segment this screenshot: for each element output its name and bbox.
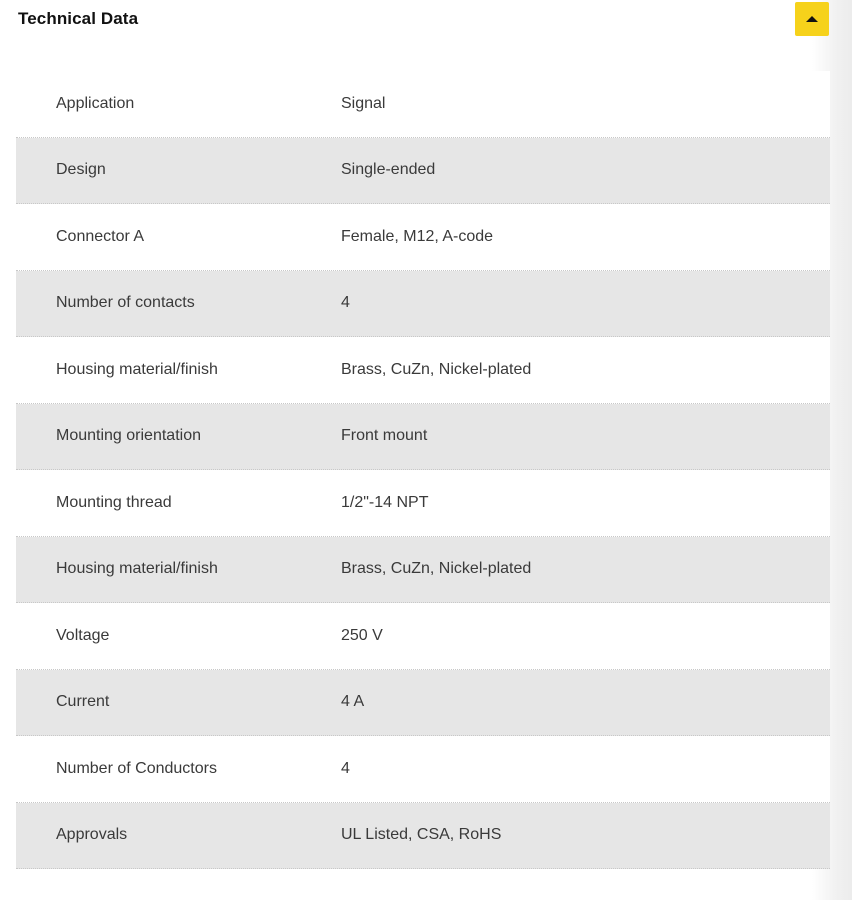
row-label: Connector A — [56, 227, 145, 245]
row-label: Design — [56, 161, 106, 179]
row-label: Housing material/finish — [56, 560, 218, 578]
row-label: Mounting thread — [56, 493, 172, 511]
row-label: Application — [56, 94, 135, 112]
section-title: Technical Data — [18, 9, 139, 28]
table-row — [16, 736, 830, 803]
row-value: Brass, CuZn, Nickel-plated — [341, 360, 532, 378]
row-value: Female, M12, A-code — [341, 227, 494, 245]
row-label: Current — [56, 693, 110, 711]
table-row — [16, 71, 830, 138]
table-row — [16, 404, 830, 471]
row-label: Number of contacts — [56, 294, 195, 312]
row-label: Number of Conductors — [56, 759, 217, 777]
collapse-toggle-button[interactable] — [795, 2, 829, 36]
row-value: Single-ended — [341, 161, 436, 179]
table-row — [16, 138, 830, 205]
row-value: 1/2"-14 NPT — [341, 493, 429, 511]
table-row — [16, 470, 830, 537]
table-row — [16, 337, 830, 404]
row-value: Signal — [341, 94, 386, 112]
row-label: Mounting orientation — [56, 427, 201, 445]
caret-up-icon — [806, 16, 818, 22]
row-value: 4 A — [341, 693, 365, 711]
row-label: Voltage — [56, 626, 110, 644]
table-row — [16, 603, 830, 670]
table-row — [16, 537, 830, 604]
row-value: UL Listed, CSA, RoHS — [341, 826, 502, 844]
technical-data-table — [16, 71, 830, 869]
row-label: Housing material/finish — [56, 360, 218, 378]
row-value: Brass, CuZn, Nickel-plated — [341, 560, 532, 578]
section-header — [0, 0, 852, 40]
row-value: 4 — [341, 759, 350, 777]
table-row — [16, 803, 830, 870]
table-row — [16, 204, 830, 271]
row-value: Front mount — [341, 427, 428, 445]
table-row — [16, 271, 830, 338]
row-value: 250 V — [341, 626, 383, 644]
row-label: Approvals — [56, 826, 128, 844]
row-value: 4 — [341, 294, 350, 312]
table-row — [16, 670, 830, 737]
